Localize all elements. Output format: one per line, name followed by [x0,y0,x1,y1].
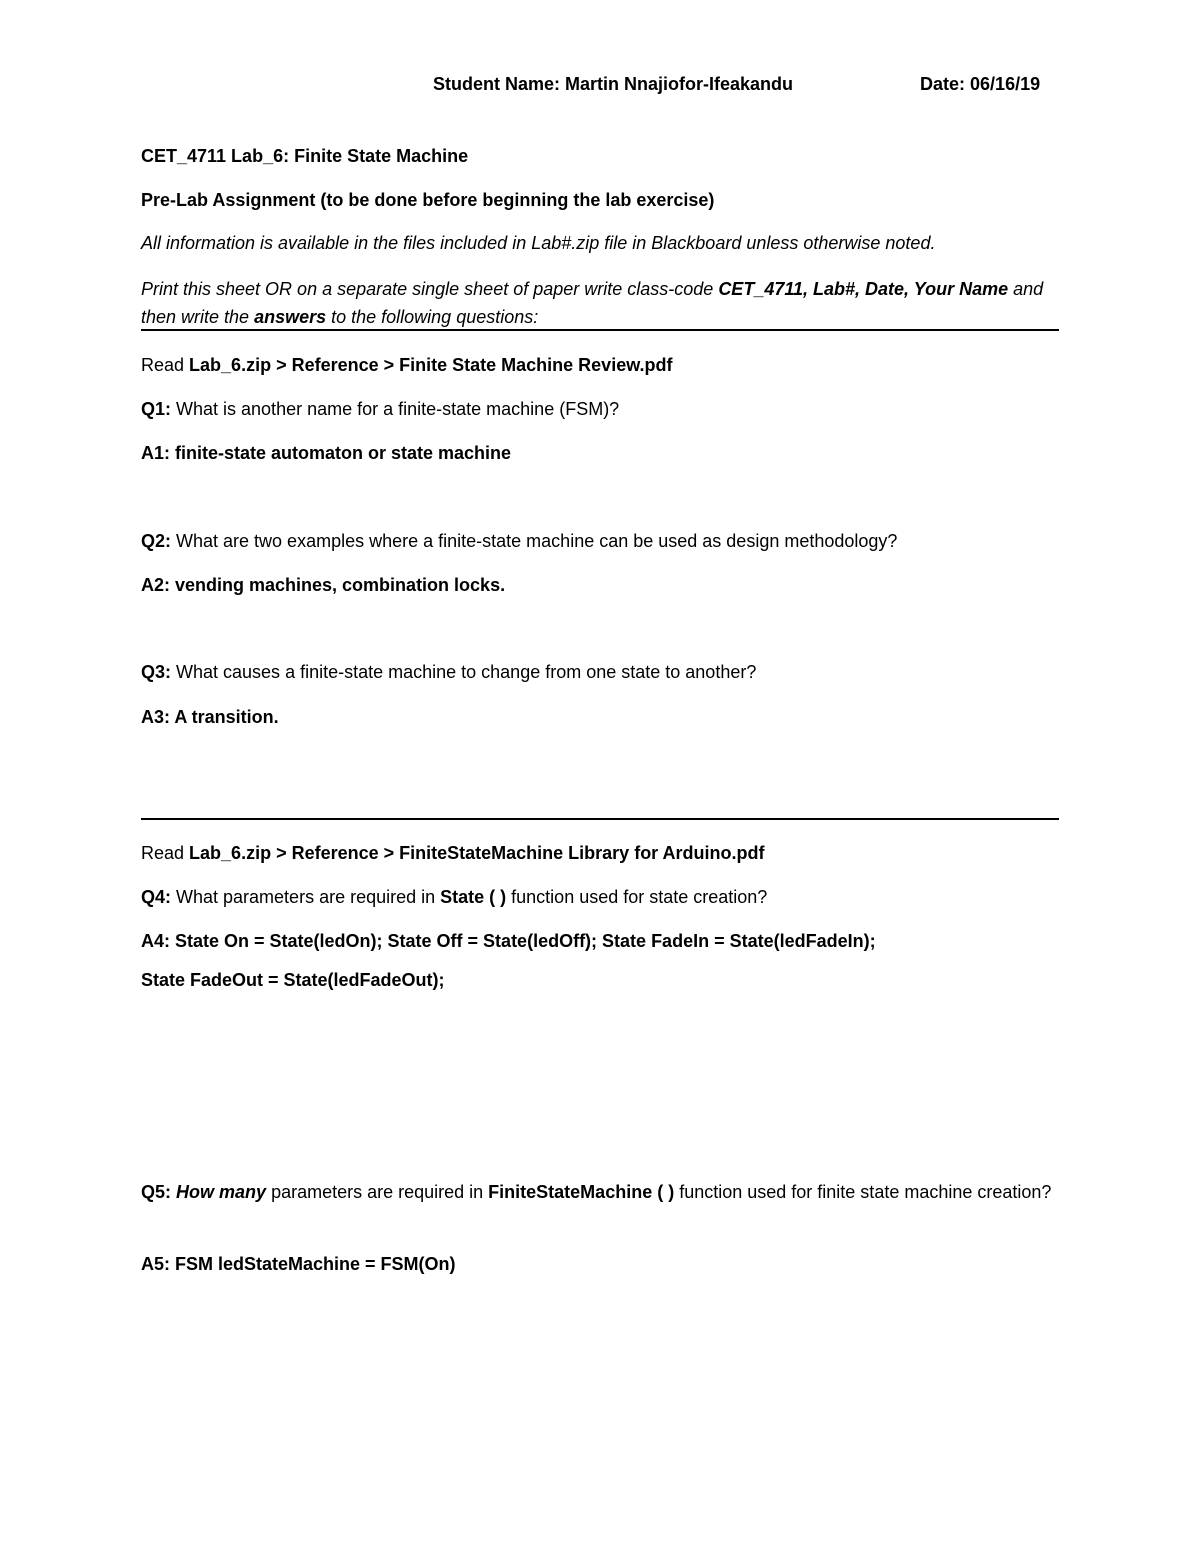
print-text-2: and then write the [141,279,1044,327]
question-2 [141,530,897,552]
print-bold-1: CET_4711, Lab#, Date, Your Name [718,279,1009,299]
question-5 [141,1178,1059,1206]
student-name-value: Martin Nnajiofor-Ifeakandu [565,74,794,94]
answer-4-line-1: A4: State On = State(ledOn); State Off = State(ledOff); State FadeIn = State(ledFadeIn); [141,931,876,951]
section-divider-1 [141,329,1059,331]
q2-label: Q2: [141,531,172,551]
q5-text-1: parameters are required in [266,1182,489,1202]
read-path: Lab_6.zip > Reference > Finite State Machine Review.pdf [189,355,673,375]
student-name-label: Student Name: [433,74,561,94]
answer-4-line-2: State FadeOut = State(ledFadeOut); [141,970,445,990]
student-name-header [433,74,793,95]
print-text-3: to the following questions: [326,307,539,327]
read-reference-2 [141,842,765,864]
answer-5: A5: FSM ledStateMachine = FSM(On) [141,1254,456,1274]
date-header [920,74,1040,95]
answer-3: A3: A transition. [141,707,279,727]
question-4 [141,886,767,908]
prelab-heading: Pre-Lab Assignment (to be done before beginning the lab exercise) [141,190,715,210]
q2-text: What are two examples where a finite-state machine can be used as design methodology? [171,531,898,551]
q1-label: Q1: [141,399,172,419]
print-instructions [141,275,1059,331]
read-path: Lab_6.zip > Reference > FiniteStateMachine Library for Arduino.pdf [189,843,765,863]
q5-label: Q5: [141,1182,172,1202]
date-value: 06/16/19 [970,74,1041,94]
q4-bold: State ( ) [440,887,507,907]
read-reference-1 [141,354,673,376]
question-1 [141,398,619,420]
document-title: CET_4711 Lab_6: Finite State Machine [141,146,469,166]
q4-text-1: What parameters are required in [171,887,441,907]
print-bold-2: answers [254,307,327,327]
q5-italic: How many [176,1182,267,1202]
question-3 [141,661,756,683]
read-label: Read [141,843,190,863]
q5-bold: FiniteStateMachine ( ) [488,1182,675,1202]
q1-text: What is another name for a finite-state machine (FSM)? [171,399,620,419]
answer-1: A1: finite-state automaton or state machine [141,443,512,463]
q3-text: What causes a finite-state machine to change from one state to another? [171,662,757,682]
q4-text-2: function used for state creation? [506,887,768,907]
print-text-1: Print this sheet OR on a separate single sheet of paper write class-code [141,279,719,299]
info-note: All information is available in the files included in Lab#.zip file in Blackboard unless otherwise noted. [141,233,936,253]
q3-label: Q3: [141,662,172,682]
date-label: Date: [920,74,966,94]
read-label: Read [141,355,190,375]
section-divider-2 [141,818,1059,820]
q4-label: Q4: [141,887,172,907]
q5-text-2: function used for finite state machine creation? [674,1182,1052,1202]
answer-2: A2: vending machines, combination locks. [141,575,506,595]
